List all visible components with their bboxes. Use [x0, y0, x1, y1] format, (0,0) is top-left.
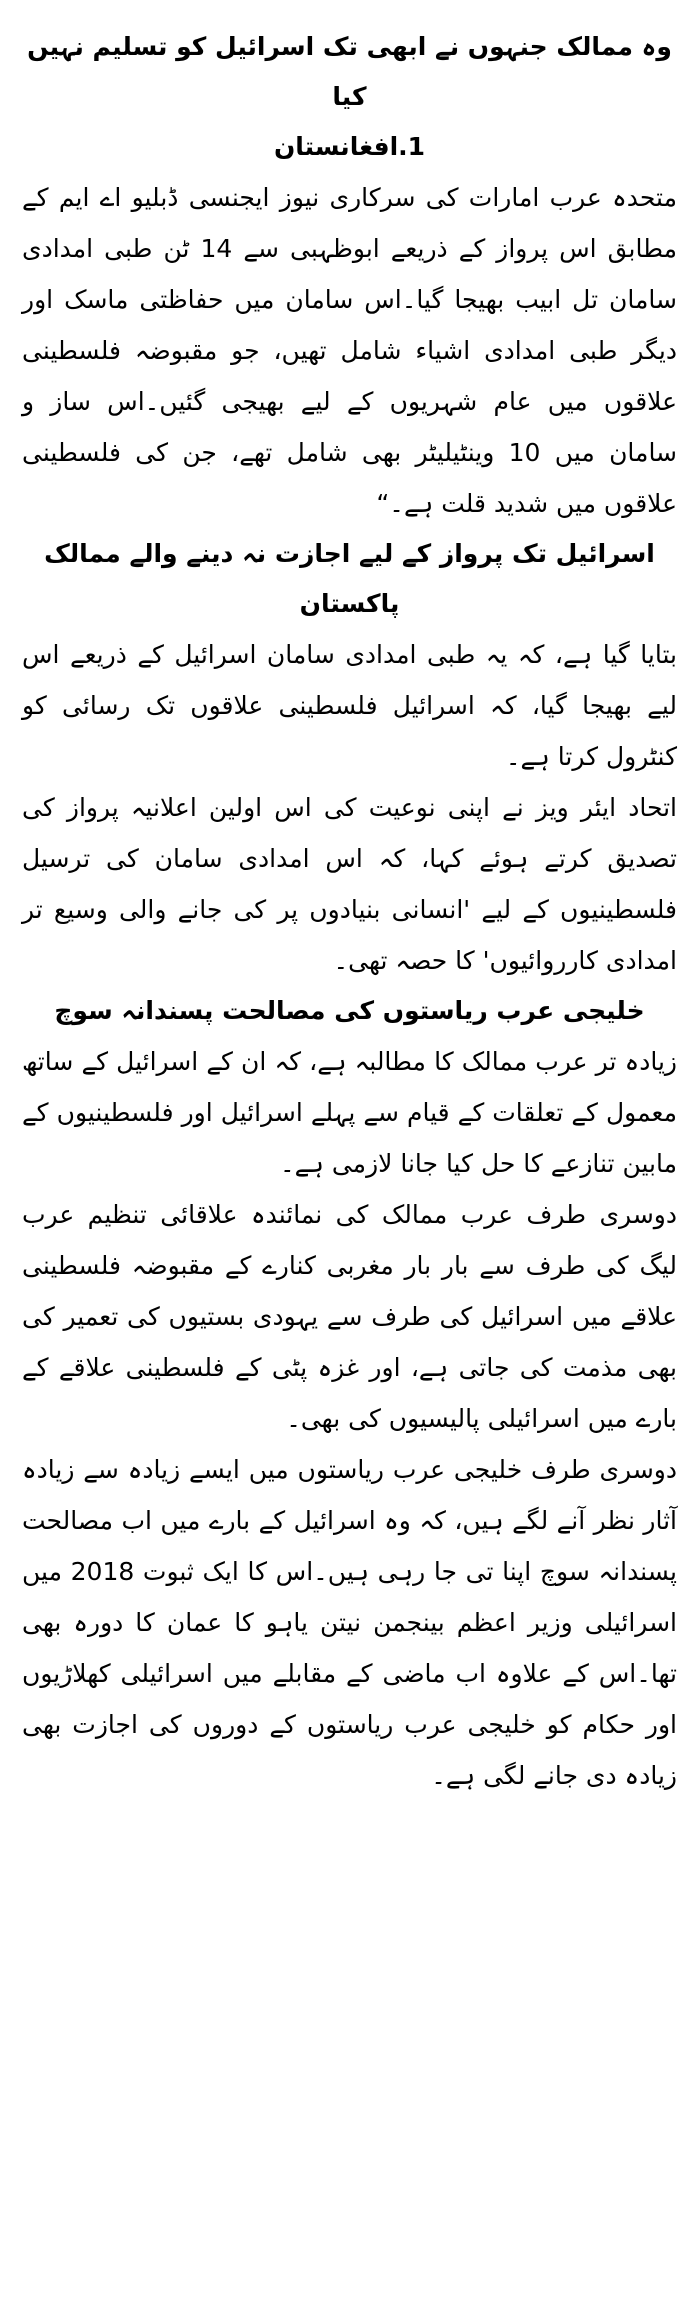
paragraph-uae-aid: متحدہ عرب امارات کی سرکاری نیوز ایجنسی ڈبلیو اے ایم کے مطابق اس پرواز کے ذریعے ابوظہبی سے 14 ٹن طبی امدادی سامان تل ابیب بھیجا گیا۔اس سامان میں حفاظتی ماسک اور دیگر طبی امدادی اشیاء شامل تھیں، جو مقبوضہ فلسطینی علاقوں میں عام شہریوں کے لیے بھیجی گئیں۔اس ساز و سامان میں 10 وینٹیلیٹر بھی شامل تھے، جن کی فلسطینی علاقوں میں شدید قلت ہے۔“ — [22, 183, 678, 518]
article-title: وہ ممالک جنہوں نے ابھی تک اسرائیل کو تسلیم نہیں کیا — [27, 32, 672, 111]
paragraph-arab-league: دوسری طرف عرب ممالک کی نمائندہ علاقائی تنظیم عرب لیگ کی طرف سے بار بار مغربی کنارے کے مقبوضہ فلسطینی علاقے میں اسرائیل کی طرف سے یہودی بستیوں کی تعمیر کی بھی مذمت کی جاتی ہے، اور غزہ پٹی کے فلسطینی علاقے کے بارے میں اسرائیلی پالیسیوں کی بھی۔ — [22, 1200, 677, 1433]
section-heading-pakistan: پاکستان — [299, 589, 400, 618]
paragraph-aid-route: بتایا گیا ہے، کہ یہ طبی امدادی سامان اسرائیل کے ذریعے اس لیے بھیجا گیا، کہ اسرائیل فلسطینی علاقوں تک رسائی کو کنٹرول کرتا ہے۔ — [22, 640, 677, 771]
paragraph-etihad: اتحاد ایئر ویز نے اپنی نوعیت کی اس اولین اعلانیہ پرواز کی تصدیق کرتے ہوئے کہا، کہ اس امدادی سامان کی ترسیل فلسطینیوں کے لیے 'انسانی بنیادوں پر کی جانے والی وسیع تر امدادی کارروائیوں' کا حصہ تھی۔ — [22, 793, 677, 975]
paragraph-gulf-reconciliation: دوسری طرف خلیجی عرب ریاستوں میں ایسے زیادہ سے زیادہ آثار نظر آنے لگے ہیں، کہ وہ اسرائیل کے بارے میں اب مصالحت پسندانہ سوچ اپنا تی جا رہی ہیں۔اس کا ایک ثبوت 2018 میں اسرائیلی وزیر اعظم بینجمن نیتن یاہو کا عمان کا دورہ بھی تھا۔اس کے علاوہ اب ماضی کے مقابلے میں اسرائیلی کھلاڑیوں اور حکام کو خلیجی عرب ریاستوں کے دوروں کی اجازت بھی زیادہ دی جانے لگی ہے۔ — [22, 1455, 677, 1790]
section-heading-no-permission: اسرائیل تک پرواز کے لیے اجازت نہ دینے والے ممالک — [44, 539, 655, 568]
section-heading-gulf-states: خلیجی عرب ریاستوں کی مصالحت پسندانہ سوچ — [54, 996, 645, 1025]
paragraph-arab-demand: زیادہ تر عرب ممالک کا مطالبہ ہے، کہ ان کے اسرائیل کے ساتھ معمول کے تعلقات کے قیام سے پہلے اسرائیل اور فلسطینیوں کے مابین تنازعے کا حل کیا جانا لازمی ہے۔ — [22, 1047, 677, 1178]
section-heading-afghanistan: 1.افغانستان — [273, 132, 426, 161]
